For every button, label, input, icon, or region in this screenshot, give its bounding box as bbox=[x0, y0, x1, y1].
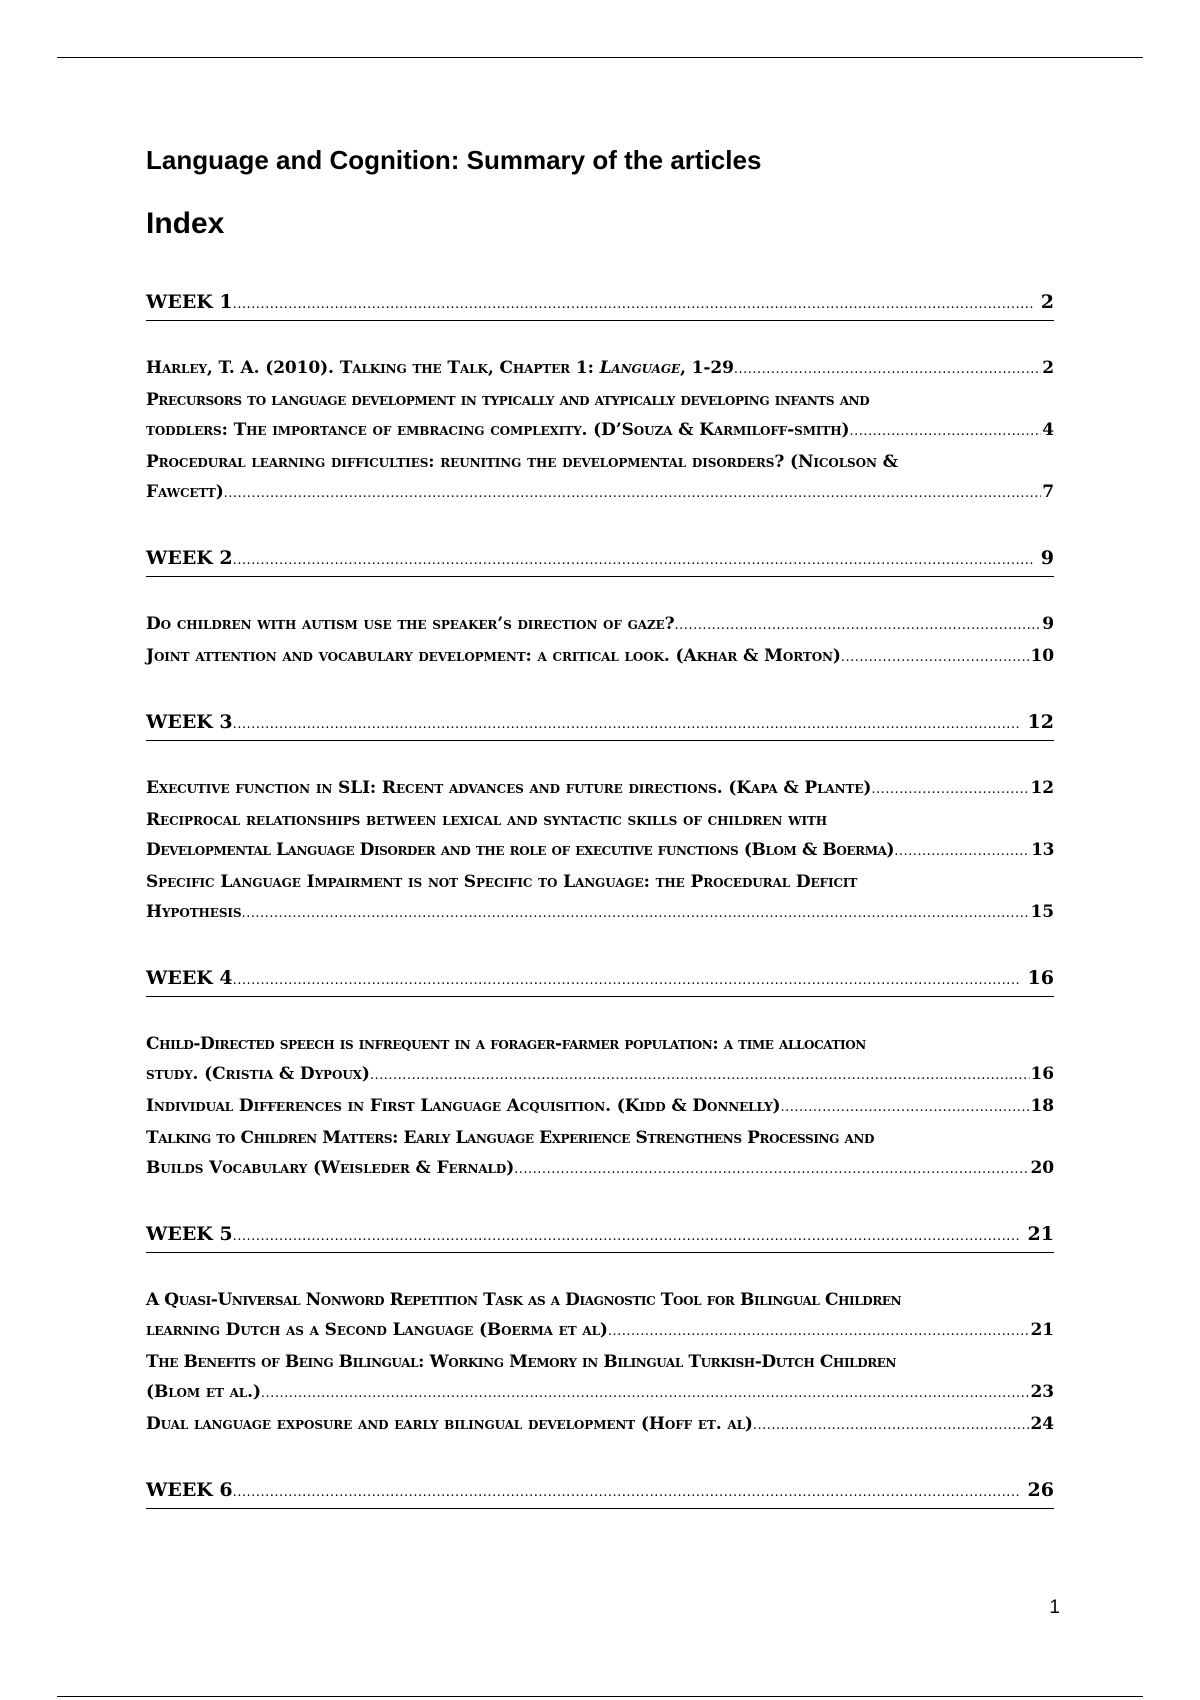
toc-article-link[interactable] bbox=[146, 773, 1054, 805]
dot-leader bbox=[370, 1061, 1030, 1091]
toc-article-link[interactable] bbox=[146, 835, 1054, 867]
article-title: Harley, T. A. (2010). Talking the Talk, Chapter 1: Language, 1-29 bbox=[146, 358, 734, 378]
toc-week-link[interactable] bbox=[146, 1219, 1054, 1253]
page-ref: 4 bbox=[1042, 420, 1054, 440]
page-ref: 7 bbox=[1042, 482, 1054, 502]
dot-leader bbox=[233, 546, 1035, 576]
table-of-contents bbox=[146, 287, 1054, 1543]
dot-leader bbox=[514, 1155, 1029, 1185]
page-ref: 16 bbox=[1030, 1064, 1054, 1084]
dot-leader bbox=[675, 611, 1042, 641]
week-label: WEEK 5 bbox=[146, 1223, 233, 1245]
article-title: Do children with autism use the speaker’s direction of gaze? bbox=[146, 614, 675, 634]
dot-leader bbox=[233, 966, 1022, 996]
page-number: 1 bbox=[1049, 1597, 1060, 1618]
dot-leader bbox=[224, 479, 1042, 509]
article-title-line[interactable]: Reciprocal relationships between lexical and syntactic skills of children with bbox=[146, 810, 828, 830]
toc-article-link[interactable] bbox=[146, 1377, 1054, 1409]
page-ref: 2 bbox=[1042, 358, 1054, 378]
top-rule bbox=[57, 57, 1143, 58]
page-ref: 15 bbox=[1030, 902, 1054, 922]
toc-week-5 bbox=[146, 1219, 1054, 1441]
dot-leader bbox=[233, 290, 1035, 320]
page-ref: 12 bbox=[1027, 711, 1054, 733]
page-ref: 21 bbox=[1030, 1320, 1054, 1340]
toc-article-link[interactable] bbox=[146, 1059, 1054, 1091]
toc-article-link[interactable] bbox=[146, 1091, 1054, 1123]
article-title: Builds Vocabulary (Weisleder & Fernald) bbox=[146, 1158, 515, 1178]
dot-leader bbox=[233, 1222, 1022, 1252]
toc-article-link[interactable] bbox=[146, 897, 1054, 929]
document-title: Language and Cognition: Summary of the articles bbox=[146, 145, 762, 175]
dot-leader bbox=[841, 643, 1030, 673]
dot-leader bbox=[781, 1093, 1030, 1123]
article-title: learning Dutch as a Second Language (Boerma et al) bbox=[146, 1320, 608, 1340]
article-title-line[interactable]: Specific Language Impairment is not Specific to Language: the Procedural Deficit bbox=[146, 872, 858, 892]
page-ref: 9 bbox=[1042, 614, 1054, 634]
toc-article-link[interactable] bbox=[146, 353, 1054, 385]
article-title-line[interactable]: Procedural learning difficulties: reuniting the developmental disorders? (Nicolson & bbox=[146, 452, 898, 472]
week-label: WEEK 4 bbox=[146, 967, 233, 989]
dot-leader bbox=[753, 1411, 1030, 1441]
page-ref: 13 bbox=[1031, 840, 1054, 860]
page-ref: 10 bbox=[1030, 646, 1054, 666]
article-title-line[interactable]: A Quasi-Universal Nonword Repetition Task as a Diagnostic Tool for Bilingual Children bbox=[146, 1290, 902, 1310]
article-title: (Blom et al.) bbox=[146, 1382, 261, 1402]
article-title: Fawcett) bbox=[146, 482, 224, 502]
article-title: study. (Cristia & Dypoux) bbox=[146, 1064, 370, 1084]
toc-week-1 bbox=[146, 287, 1054, 509]
toc-week-2 bbox=[146, 543, 1054, 673]
page-ref: 23 bbox=[1030, 1382, 1054, 1402]
index-heading: Index bbox=[146, 207, 225, 240]
article-title: Joint attention and vocabulary development: a critical look. (Akhar & Morton) bbox=[146, 646, 841, 666]
toc-week-link[interactable] bbox=[146, 963, 1054, 997]
page-ref: 24 bbox=[1030, 1414, 1054, 1434]
dot-leader bbox=[233, 710, 1022, 740]
article-title-line[interactable]: Talking to Children Matters: Early Language Experience Strengthens Processing and bbox=[146, 1128, 874, 1148]
week-label: WEEK 3 bbox=[146, 711, 233, 733]
bottom-rule bbox=[57, 1696, 1143, 1697]
toc-week-3 bbox=[146, 707, 1054, 929]
article-title: Developmental Language Disorder and the role of executive functions (Blom & Boerma) bbox=[146, 840, 895, 860]
week-label: WEEK 2 bbox=[146, 547, 233, 569]
page-ref: 16 bbox=[1027, 967, 1054, 989]
toc-article-link[interactable] bbox=[146, 415, 1054, 447]
dot-leader bbox=[233, 1478, 1022, 1508]
page-ref: 2 bbox=[1040, 291, 1054, 313]
page-ref: 26 bbox=[1027, 1479, 1054, 1501]
toc-article-link[interactable] bbox=[146, 1153, 1054, 1185]
toc-week-link[interactable] bbox=[146, 543, 1054, 577]
week-label: WEEK 6 bbox=[146, 1479, 233, 1501]
dot-leader bbox=[608, 1317, 1030, 1347]
page-ref: 21 bbox=[1027, 1223, 1054, 1245]
article-title-line[interactable]: Child-Directed speech is infrequent in a forager-farmer population: a time allocation bbox=[146, 1034, 866, 1054]
page-ref: 12 bbox=[1030, 778, 1054, 798]
toc-article-link[interactable] bbox=[146, 641, 1054, 673]
dot-leader bbox=[849, 417, 1041, 447]
article-title: toddlers: The importance of embracing complexity. (D’Souza & Karmiloff-smith) bbox=[146, 420, 850, 440]
dot-leader bbox=[241, 899, 1029, 929]
page-ref: 18 bbox=[1030, 1096, 1054, 1116]
toc-week-link[interactable] bbox=[146, 1475, 1054, 1509]
dot-leader bbox=[894, 837, 1030, 867]
toc-week-4 bbox=[146, 963, 1054, 1185]
toc-week-link[interactable] bbox=[146, 707, 1054, 741]
toc-week-6 bbox=[146, 1475, 1054, 1509]
toc-article-link[interactable] bbox=[146, 1409, 1054, 1441]
page-ref: 9 bbox=[1040, 547, 1054, 569]
article-title: Hypothesis bbox=[146, 902, 242, 922]
dot-leader bbox=[734, 355, 1041, 385]
article-title: Dual language exposure and early bilingual development (Hoff et. al) bbox=[146, 1414, 753, 1434]
toc-article-link[interactable] bbox=[146, 1315, 1054, 1347]
article-title: Individual Differences in First Language Acquisition. (Kidd & Donnelly) bbox=[146, 1096, 781, 1116]
dot-leader bbox=[871, 775, 1029, 805]
dot-leader bbox=[261, 1379, 1030, 1409]
week-label: WEEK 1 bbox=[146, 291, 233, 313]
article-title: Executive function in SLI: Recent advances and future directions. (Kapa & Plante) bbox=[146, 778, 872, 798]
article-title-line[interactable]: Precursors to language development in typically and atypically developing infants and bbox=[146, 390, 870, 410]
toc-article-link[interactable] bbox=[146, 477, 1054, 509]
toc-week-link[interactable] bbox=[146, 287, 1054, 321]
page-ref: 20 bbox=[1030, 1158, 1054, 1178]
toc-article-link[interactable] bbox=[146, 609, 1054, 641]
article-title-line[interactable]: The Benefits of Being Bilingual: Working Memory in Bilingual Turkish-Dutch Children bbox=[146, 1352, 897, 1372]
